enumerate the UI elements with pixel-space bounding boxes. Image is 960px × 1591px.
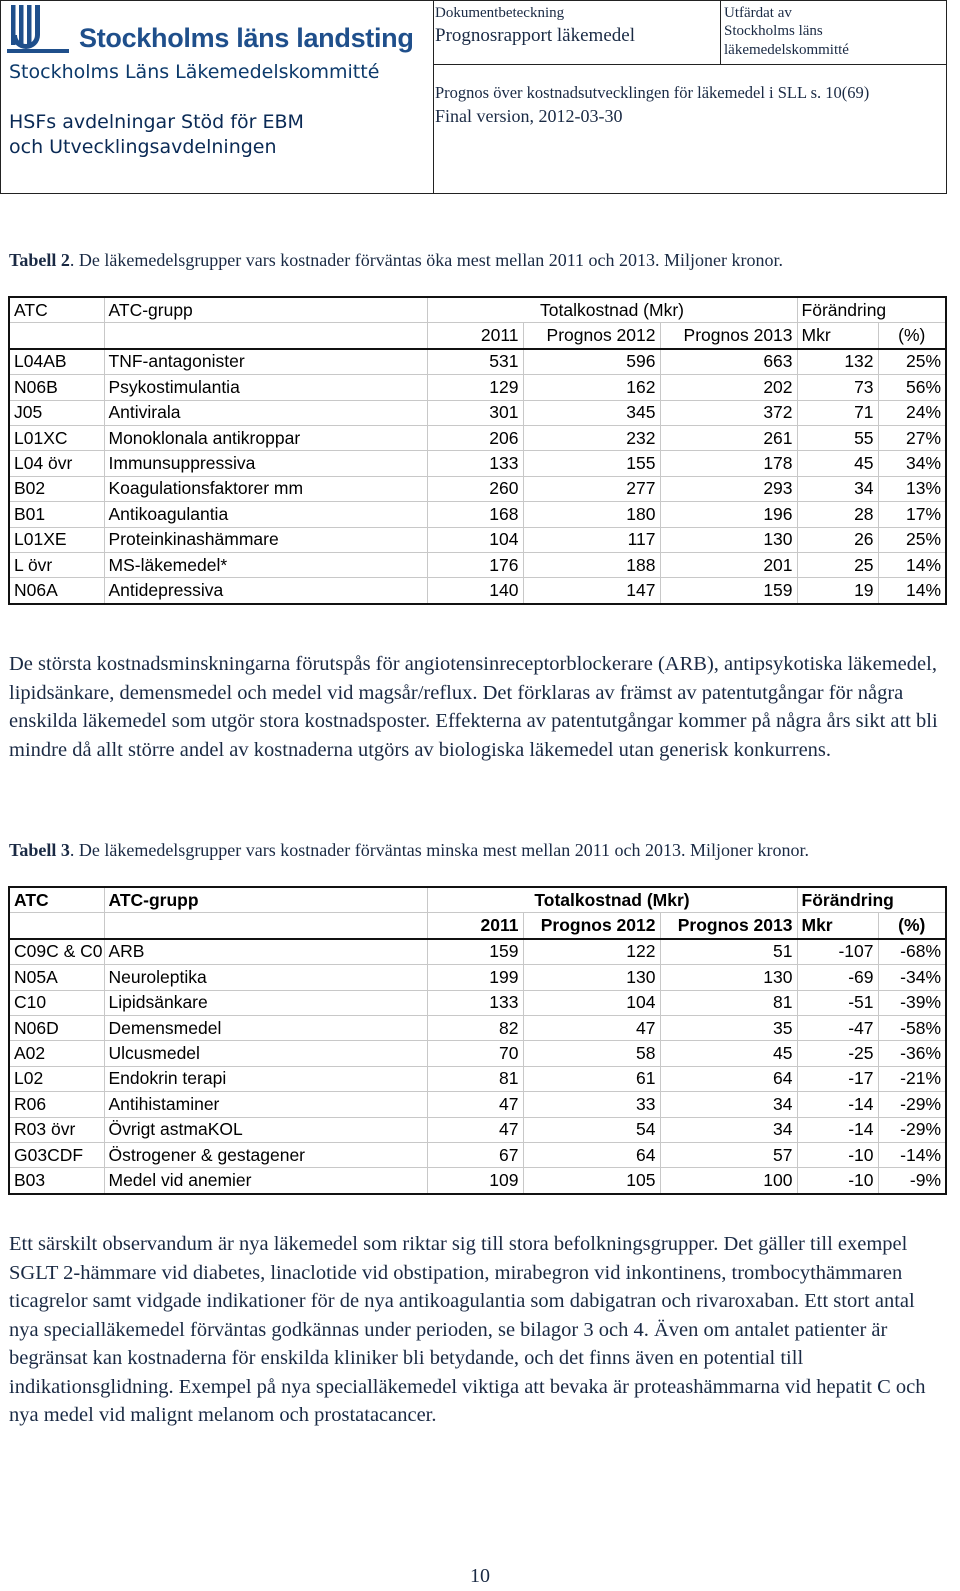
table-row [9,527,946,552]
atc-cell: N06D [9,1015,104,1040]
prognosis-2012-cell: 180 [523,502,660,527]
value-2011-cell: 301 [427,400,523,425]
prognosis-2012-cell: 188 [523,552,660,577]
prognosis-2012-cell: 162 [523,375,660,400]
table2-header-change: Förändring [797,297,946,323]
group-cell: Immunsuppressiva [104,451,427,476]
org-name: Stockholms Läns Läkemedelskommitté [9,61,380,83]
change-pct-cell: 14% [878,552,946,577]
change-pct-cell: 17% [878,502,946,527]
table-row [9,990,946,1015]
table2-header-row-2 [9,323,946,349]
prognosis-2012-cell: 105 [523,1168,660,1194]
doc-designation-label: Dokumentbeteckning [435,5,565,21]
group-cell: Östrogener & gestagener [104,1142,427,1167]
prognosis-2012-cell: 64 [523,1142,660,1167]
table3-header-total: Totalkostnad (Mkr) [427,887,797,913]
table3-header-group: ATC-grupp [104,887,427,913]
group-cell: Psykostimulantia [104,375,427,400]
table-row [9,578,946,604]
document-header [0,0,947,194]
change-mkr-cell: 45 [797,451,878,476]
atc-cell: N06B [9,375,104,400]
group-cell: Antihistaminer [104,1092,427,1117]
paragraph-cost-decreases: De största kostnadsminskningarna förutspås för angiotensinreceptorblockerare (ARB), antipsykotiska läkemedel, lipidsänkare, demensmedel och medel vid magsår/reflux. Det förklaras av främst av patentutgångar för några enskilda läkemedel som utgör stora kostnadsposter. Effekterna av patentutgångar kommer på några års sikt att bli mindre då allt större andel av kostnaderna utgörs av biologiska läkemedel utan generisk konkurrens. [9,653,938,761]
table-row [9,502,946,527]
value-2011-cell: 67 [427,1142,523,1167]
table2-header-group: ATC-grupp [104,297,427,323]
header-info-cell [433,1,946,193]
value-2011-cell: 81 [427,1066,523,1091]
change-pct-cell: 56% [878,375,946,400]
change-pct-cell: 25% [878,349,946,375]
table2-header-atc: ATC [9,297,104,323]
change-pct-cell: 25% [878,527,946,552]
prognosis-2012-cell: 61 [523,1066,660,1091]
doc-title: Prognos över kostnadsutvecklingen för läkemedel i SLL s. 10(69) [435,83,870,102]
change-pct-cell: -29% [878,1092,946,1117]
logo-text: Stockholms läns landsting [79,23,414,53]
doc-designation-cell [433,1,721,65]
value-2011-cell: 47 [427,1117,523,1142]
table2-header-total: Totalkostnad (Mkr) [427,297,797,323]
value-2011-cell: 104 [427,527,523,552]
table2-header-p2013: Prognos 2013 [660,323,797,349]
change-pct-cell: -39% [878,990,946,1015]
prognosis-2013-cell: 159 [660,578,797,604]
change-pct-cell: -68% [878,939,946,965]
group-cell: Proteinkinashämmare [104,527,427,552]
value-2011-cell: 168 [427,502,523,527]
prognosis-2013-cell: 201 [660,552,797,577]
table-row [9,1117,946,1142]
prognosis-2013-cell: 663 [660,349,797,375]
change-mkr-cell: -69 [797,965,878,990]
change-mkr-cell: 71 [797,400,878,425]
table2-header-pct: (%) [878,323,946,349]
table3-header-change: Förändring [797,887,946,913]
change-pct-cell: 24% [878,400,946,425]
prognosis-2013-cell: 64 [660,1066,797,1091]
table2-caption-text: . De läkemedelsgrupper vars kostnader förväntas öka mest mellan 2011 och 2013. Miljoner kronor. [69,250,784,270]
table-row [9,1041,946,1066]
atc-cell: B03 [9,1168,104,1194]
atc-cell: C10 [9,990,104,1015]
atc-cell: N05A [9,965,104,990]
group-cell: Antidepressiva [104,578,427,604]
change-mkr-cell: -51 [797,990,878,1015]
table-row [9,400,946,425]
group-cell: Endokrin terapi [104,1066,427,1091]
atc-cell: B02 [9,476,104,501]
prognosis-2012-cell: 277 [523,476,660,501]
change-pct-cell: -21% [878,1066,946,1091]
atc-cell: B01 [9,502,104,527]
group-cell: TNF-antagonister [104,349,427,375]
value-2011-cell: 206 [427,425,523,450]
table-row [9,349,946,375]
doc-designation-value: Prognosrapport läkemedel [435,25,635,46]
group-cell: Neuroleptika [104,965,427,990]
prognosis-2013-cell: 178 [660,451,797,476]
atc-cell: R03 övr [9,1117,104,1142]
change-pct-cell: 34% [878,451,946,476]
table3-header-row-2 [9,913,946,939]
table-row [9,1092,946,1117]
prognosis-2012-cell: 104 [523,990,660,1015]
group-cell: Antikoagulantia [104,502,427,527]
value-2011-cell: 82 [427,1015,523,1040]
change-mkr-cell: 26 [797,527,878,552]
prognosis-2013-cell: 34 [660,1117,797,1142]
change-mkr-cell: -47 [797,1015,878,1040]
table2-header-p2012: Prognos 2012 [523,323,660,349]
prognosis-2013-cell: 34 [660,1092,797,1117]
table3-header-atc: ATC [9,887,104,913]
prognosis-2012-cell: 232 [523,425,660,450]
issued-by-label: Utfärdat av [724,5,792,21]
table2 [8,296,947,605]
table3-header-p2012: Prognos 2012 [523,913,660,939]
prognosis-2013-cell: 57 [660,1142,797,1167]
prognosis-2012-cell: 345 [523,400,660,425]
header-org-cell [1,1,434,193]
prognosis-2013-cell: 293 [660,476,797,501]
atc-cell: L02 [9,1066,104,1091]
change-pct-cell: -58% [878,1015,946,1040]
value-2011-cell: 159 [427,939,523,965]
value-2011-cell: 133 [427,451,523,476]
change-mkr-cell: 34 [797,476,878,501]
change-mkr-cell: 28 [797,502,878,527]
value-2011-cell: 140 [427,578,523,604]
prognosis-2013-cell: 130 [660,965,797,990]
issued-by-cell [721,1,946,65]
atc-cell: N06A [9,578,104,604]
sll-logo-mark-icon [7,5,71,57]
change-mkr-cell: -107 [797,939,878,965]
prognosis-2012-cell: 130 [523,965,660,990]
change-pct-cell: 13% [878,476,946,501]
change-pct-cell: 14% [878,578,946,604]
prognosis-2013-cell: 81 [660,990,797,1015]
table2-header-2011: 2011 [427,323,523,349]
table-row [9,451,946,476]
table-row [9,1142,946,1167]
prognosis-2012-cell: 117 [523,527,660,552]
value-2011-cell: 260 [427,476,523,501]
atc-cell: L01XE [9,527,104,552]
change-mkr-cell: 19 [797,578,878,604]
prognosis-2012-cell: 47 [523,1015,660,1040]
table3-caption-text: . De läkemedelsgrupper vars kostnader förväntas minska mest mellan 2011 och 2013. Miljoner kronor. [69,840,810,860]
group-cell: Koagulationsfaktorer mm [104,476,427,501]
table2-header-mkr: Mkr [797,323,878,349]
value-2011-cell: 70 [427,1041,523,1066]
issued-by-line-2: läkemedelskommitté [724,42,849,58]
group-cell: Medel vid anemier [104,1168,427,1194]
table3-header-row-1 [9,887,946,913]
table3-header-mkr: Mkr [797,913,878,939]
atc-cell: R06 [9,1092,104,1117]
atc-cell: A02 [9,1041,104,1066]
prognosis-2013-cell: 202 [660,375,797,400]
department-line-2: och Utvecklingsavdelningen [9,136,277,158]
change-mkr-cell: -14 [797,1117,878,1142]
table3-header-pct: (%) [878,913,946,939]
prognosis-2012-cell: 58 [523,1041,660,1066]
value-2011-cell: 531 [427,349,523,375]
table3-header-p2013: Prognos 2013 [660,913,797,939]
table3-header-2011: 2011 [427,913,523,939]
group-cell: MS-läkemedel* [104,552,427,577]
prognosis-2012-cell: 122 [523,939,660,965]
prognosis-2013-cell: 196 [660,502,797,527]
change-pct-cell: -29% [878,1117,946,1142]
prognosis-2013-cell: 51 [660,939,797,965]
prognosis-2013-cell: 100 [660,1168,797,1194]
group-cell: Lipidsänkare [104,990,427,1015]
change-mkr-cell: -14 [797,1092,878,1117]
prognosis-2012-cell: 155 [523,451,660,476]
table2-caption [9,250,783,271]
table3-caption [9,840,809,861]
group-cell: Demensmedel [104,1015,427,1040]
change-mkr-cell: -10 [797,1168,878,1194]
department-line-1: HSFs avdelningar Stöd för EBM [9,111,304,133]
value-2011-cell: 199 [427,965,523,990]
prognosis-2013-cell: 35 [660,1015,797,1040]
issued-by-line-1: Stockholms läns [724,23,823,39]
value-2011-cell: 109 [427,1168,523,1194]
paragraph-new-drugs: Ett särskilt observandum är nya läkemedel som riktar sig till stora befolkningsgrupper. Det gäller till exempel SGLT 2-hämmare vid diabetes, linaclotide vid obstipation, mirabegron vid inkontinens, trombocythämmaren ticagrelor samt vidgade indikationer för de nya antikoagulantia som dabigatran och rivaroxaban. Ett stort antal nya specialläkemedel förväntas godkännas under perioden, se bilagor 3 och 4. Även om antalet patienter är begränsat kan kostnaderna för enskilda kliniker bli betydande, och det finns även en potential till indikationsglidning. Exempel på nya specialläkemedel viktiga att bevaka är proteashämmarna vid hepatit C och nya medel vid malignt melanom och prostatacancer. [9,1233,926,1426]
table3-caption-label: Tabell 3 [9,840,70,860]
change-mkr-cell: 73 [797,375,878,400]
prognosis-2012-cell: 596 [523,349,660,375]
group-cell: ARB [104,939,427,965]
atc-cell: L04AB [9,349,104,375]
change-pct-cell: -9% [878,1168,946,1194]
change-mkr-cell: -25 [797,1041,878,1066]
value-2011-cell: 129 [427,375,523,400]
doc-version: Final version, 2012-03-30 [435,106,623,126]
prognosis-2013-cell: 45 [660,1041,797,1066]
change-mkr-cell: -17 [797,1066,878,1091]
prognosis-2013-cell: 372 [660,400,797,425]
table-row [9,552,946,577]
change-pct-cell: -14% [878,1142,946,1167]
prognosis-2012-cell: 147 [523,578,660,604]
table-row [9,965,946,990]
atc-cell: L övr [9,552,104,577]
table3 [8,886,947,1195]
table-row [9,1168,946,1194]
prognosis-2012-cell: 33 [523,1092,660,1117]
prognosis-2013-cell: 130 [660,527,797,552]
page-number: 10 [470,1565,490,1587]
atc-cell: G03CDF [9,1142,104,1167]
group-cell: Antivirala [104,400,427,425]
doc-title-cell [433,65,946,193]
group-cell: Ulcusmedel [104,1041,427,1066]
change-pct-cell: -36% [878,1041,946,1066]
change-mkr-cell: 55 [797,425,878,450]
group-cell: Monoklonala antikroppar [104,425,427,450]
atc-cell: J05 [9,400,104,425]
change-mkr-cell: -10 [797,1142,878,1167]
table-row [9,375,946,400]
atc-cell: C09C & C0 [9,939,104,965]
table-row [9,1066,946,1091]
atc-cell: L01XC [9,425,104,450]
prognosis-2013-cell: 261 [660,425,797,450]
table2-header-row-1 [9,297,946,323]
table-row [9,939,946,965]
atc-cell: L04 övr [9,451,104,476]
value-2011-cell: 47 [427,1092,523,1117]
sll-logo [7,5,427,61]
change-mkr-cell: 25 [797,552,878,577]
change-pct-cell: 27% [878,425,946,450]
value-2011-cell: 176 [427,552,523,577]
table-row [9,425,946,450]
group-cell: Övrigt astmaKOL [104,1117,427,1142]
table-row [9,1015,946,1040]
change-pct-cell: -34% [878,965,946,990]
prognosis-2012-cell: 54 [523,1117,660,1142]
change-mkr-cell: 132 [797,349,878,375]
table2-caption-label: Tabell 2 [9,250,70,270]
table-row [9,476,946,501]
value-2011-cell: 133 [427,990,523,1015]
